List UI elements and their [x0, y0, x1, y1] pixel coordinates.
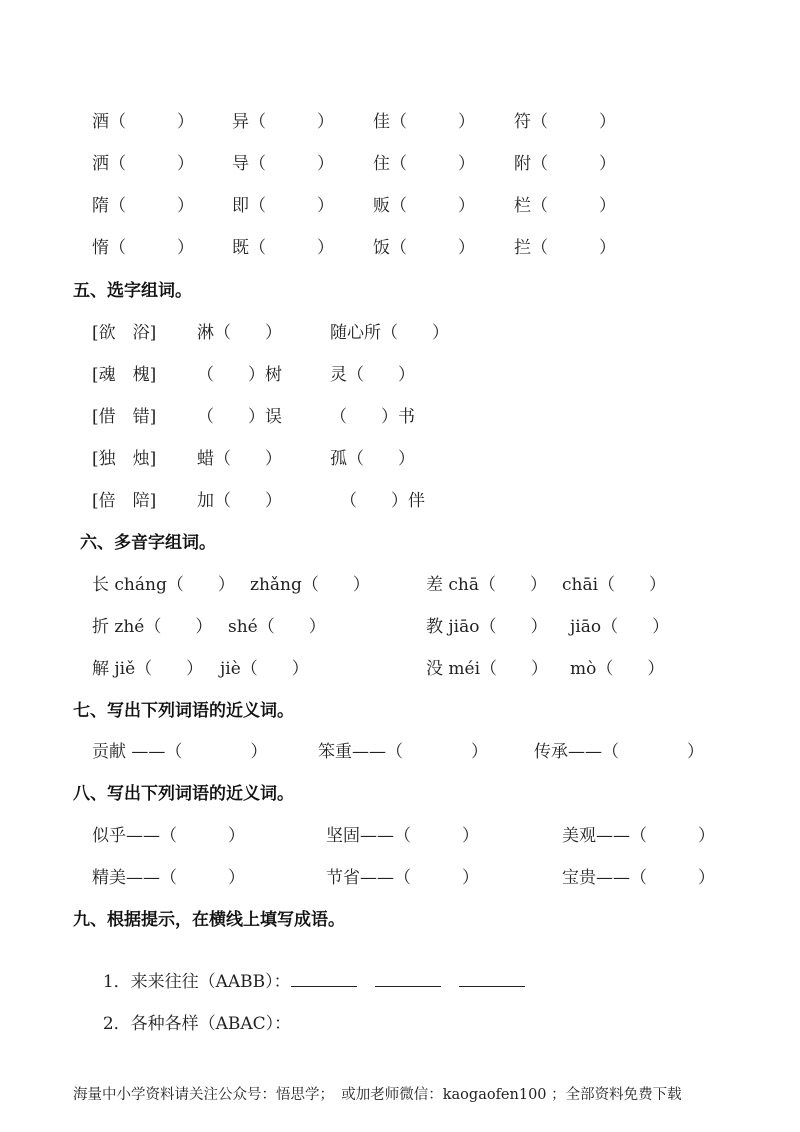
fill-item: （ ）伴: [340, 491, 425, 511]
fill-item: （ ）书: [330, 407, 415, 427]
fill-item: 孤（ ）: [330, 449, 415, 469]
fill-item: 灵（ ）: [330, 365, 415, 385]
polyphone-item: jiè（ ）: [220, 659, 309, 679]
fill-item: （ ）树: [197, 365, 282, 385]
polyphone-item: zhǎng（ ）: [250, 575, 370, 595]
synonym-item: 贡献 ——（ ）: [92, 742, 268, 762]
polyphone-item: jiāo（ ）: [570, 617, 670, 637]
grid-cell: 符（ ）: [514, 112, 616, 132]
grid-cell: 隋（ ）: [92, 196, 194, 216]
section-heading-5: 五、选字组词。: [73, 281, 192, 301]
synonym-item: 美观——（ ）: [562, 826, 715, 846]
grid-cell: 洒（ ）: [92, 154, 194, 174]
idiom-item-2: [92, 989, 291, 1034]
polyphone-item: 长 cháng（ ）: [92, 575, 235, 595]
grid-cell: 佳（ ）: [373, 112, 475, 132]
polyphone-item: shé（ ）: [228, 617, 326, 637]
section-heading-7: 七、写出下列词语的近义词。: [73, 701, 294, 721]
fill-item: 随心所（ ）: [330, 323, 449, 343]
synonym-item: 坚固——（ ）: [326, 826, 479, 846]
idiom-item-1: [92, 947, 543, 992]
synonym-item: 宝贵——（ ）: [562, 868, 715, 888]
polyphone-item: 差 chā（ ）: [426, 575, 548, 595]
grid-cell: 附（ ）: [514, 154, 616, 174]
grid-cell: 导（ ）: [232, 154, 334, 174]
synonym-item: 节省——（ ）: [326, 868, 479, 888]
page-footer: 海量中小学资料请关注公众号：悟思学； 或加老师微信：kaogaofen100 ；全部资料免费下载: [73, 1087, 682, 1103]
polyphone-item: 教 jiāo（ ）: [426, 617, 548, 637]
choice-pair: [倍 陪]: [92, 491, 157, 511]
polyphone-item: 没 méi（ ）: [426, 659, 549, 679]
grid-cell: 异（ ）: [232, 112, 334, 132]
choice-pair: [独 烛]: [92, 449, 157, 469]
grid-cell: 既（ ）: [232, 238, 334, 258]
synonym-item: 传承——（ ）: [534, 742, 704, 762]
section-heading-8: 八、写出下列词语的近义词。: [73, 784, 294, 804]
fill-item: 加（ ）: [197, 491, 282, 511]
grid-cell: 惰（ ）: [92, 238, 194, 258]
polyphone-item: chāi（ ）: [562, 575, 667, 595]
fill-item: 蜡（ ）: [197, 449, 282, 469]
idiom-prompt: 1．来来往往（AABB）：: [102, 972, 291, 992]
polyphone-item: mò（ ）: [570, 659, 665, 679]
answer-blank[interactable]: [459, 972, 525, 987]
answer-blank[interactable]: [291, 972, 357, 987]
choice-pair: [欲 浴]: [92, 323, 157, 343]
section-heading-6: 六、多音字组词。: [80, 533, 216, 553]
synonym-item: 精美——（ ）: [92, 868, 245, 888]
polyphone-item: 解 jiě（ ）: [92, 659, 204, 679]
fill-item: （ ）误: [197, 407, 282, 427]
fill-item: 淋（ ）: [197, 323, 282, 343]
answer-blank[interactable]: [375, 972, 441, 987]
synonym-item: 笨重——（ ）: [318, 742, 488, 762]
synonym-item: 似乎——（ ）: [92, 826, 245, 846]
grid-cell: 饭（ ）: [373, 238, 475, 258]
idiom-prompt: 2．各种各样（ABAC）：: [102, 1014, 292, 1034]
choice-pair: [魂 槐]: [92, 365, 157, 385]
choice-pair: [借 错]: [92, 407, 157, 427]
polyphone-item: 折 zhé（ ）: [92, 617, 213, 637]
grid-cell: 即（ ）: [232, 196, 334, 216]
grid-cell: 酒（ ）: [92, 112, 194, 132]
grid-cell: 拦（ ）: [514, 238, 616, 258]
grid-cell: 栏（ ）: [514, 196, 616, 216]
section-heading-9: 九、根据提示，在横线上填写成语。: [73, 910, 345, 930]
grid-cell: 贩（ ）: [373, 196, 475, 216]
grid-cell: 住（ ）: [373, 154, 475, 174]
